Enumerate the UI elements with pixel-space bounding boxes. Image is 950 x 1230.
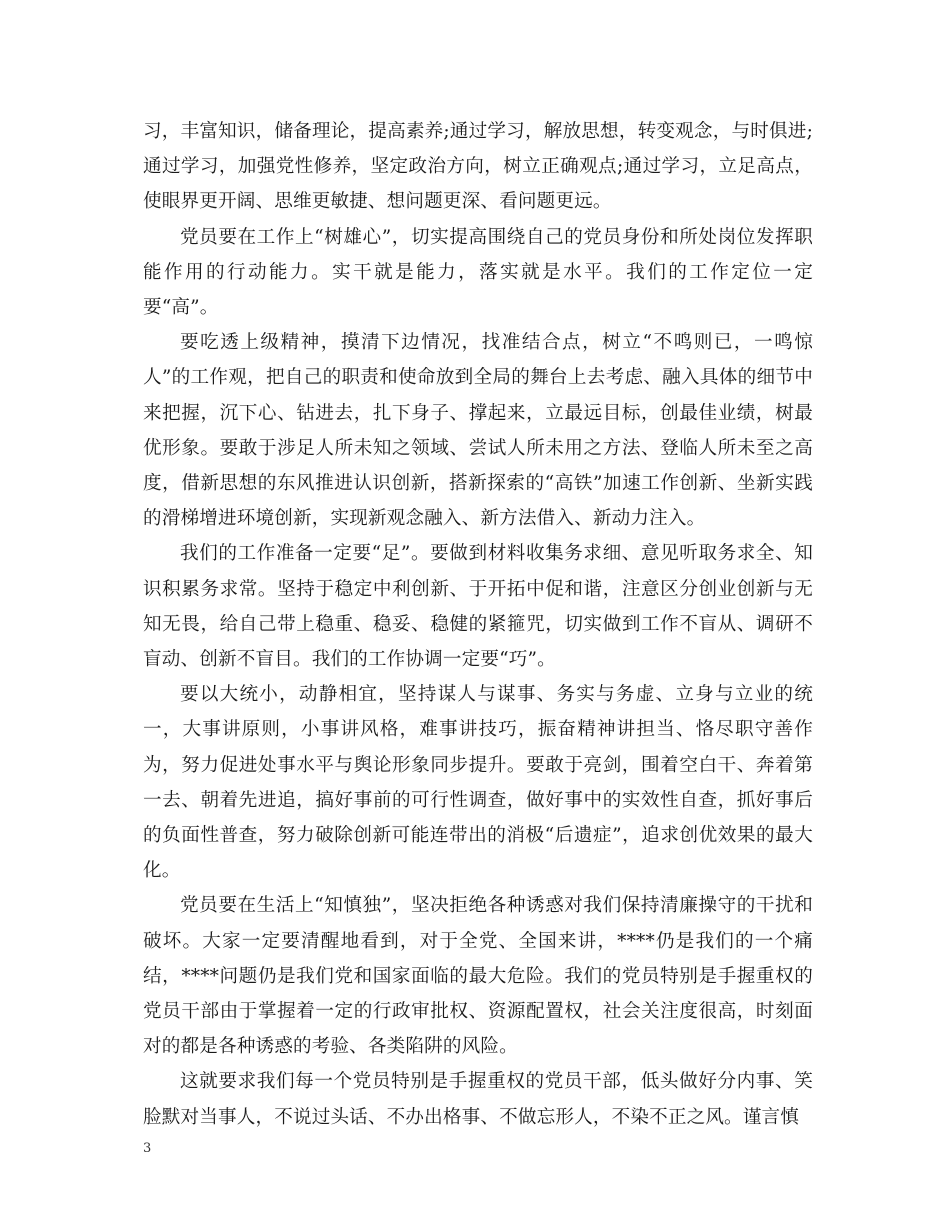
- paragraph-5: 要以大统小，动静相宜，坚持谋人与谋事、务实与务虚、立身与立业的统一，大事讲原则，小事讲风格，难事讲技巧，振奋精神讲担当、恪尽职守善作为，努力促进处事水平与舆论形象同步提升。要敢于亮剑，围着空白干、奔着第一去、朝着先进追，搞好事前的可行性调查，做好事中的实效性自查，抓好事后的负面性普查，努力破除创新可能连带出的消极“后遗症”，追求创优效果的最大化。: [143, 684, 813, 882]
- paragraph-6: 党员要在生活上“知慎独”，坚决拒绝各种诱惑对我们保持清廉操守的干扰和破坏。大家一定要清醒地看到，对于全党、全国来讲，****仍是我们的一个痛结，****问题仍是我们党和国家面临的最大危险。我们的党员特别是手握重权的党员干部由于掌握着一定的行政审批权、资源配置权，社会关注度很高，时刻面对的都是各种诱惑的考验、各类陷阱的风险。: [143, 895, 813, 1058]
- page-number: 3: [143, 1141, 152, 1156]
- paragraph-4: 我们的工作准备一定要“足”。要做到材料收集务求细、意见听取务求全、知识积累务求常。坚持于稳定中利创新、于开拓中促和谐，注意区分创业创新与无知无畏，给自己带上稳重、稳妥、稳健的紧箍咒，切实做到工作不盲从、调研不盲动、创新不盲目。我们的工作协调一定要“巧”。: [143, 543, 813, 671]
- paragraph-2: 党员要在工作上“树雄心”，切实提高围绕自己的党员身份和所处岗位发挥职能作用的行动能力。实干就是能力，落实就是水平。我们的工作定位一定要“高”。: [143, 226, 813, 319]
- paragraph-3: 要吃透上级精神，摸清下边情况，找准结合点，树立“不鸣则已，一鸣惊人”的工作观，把自己的职责和使命放到全局的舞台上去考虑、融入具体的细节中来把握，沉下心、钻进去，扎下身子、撑起来，立最远目标，创最佳业绩，树最优形象。要敢于涉足人所未知之领域、尝试人所未用之方法、登临人所未至之高度，借新思想的东风推进认识创新，搭新探索的“高铁”加速工作创新、坐新实践的滑梯增进环境创新，实现新观念融入、新方法借入、新动力注入。: [143, 332, 813, 530]
- paragraph-1: 习，丰富知识，储备理论，提高素养;通过学习，解放思想，转变观念，与时俱进;通过学习，加强党性修养，坚定政治方向，树立正确观点;通过学习，立足高点，使眼界更开阔、思维更敏捷、想问题更深、看问题更远。: [143, 121, 813, 213]
- document-body: [143, 114, 813, 1135]
- paragraph-7: 这就要求我们每一个党员特别是手握重权的党员干部，低头做好分内事、笑脸默对当事人，不说过头话、不办出格事、不做忘形人，不染不正之风。谨言慎: [143, 1071, 813, 1128]
